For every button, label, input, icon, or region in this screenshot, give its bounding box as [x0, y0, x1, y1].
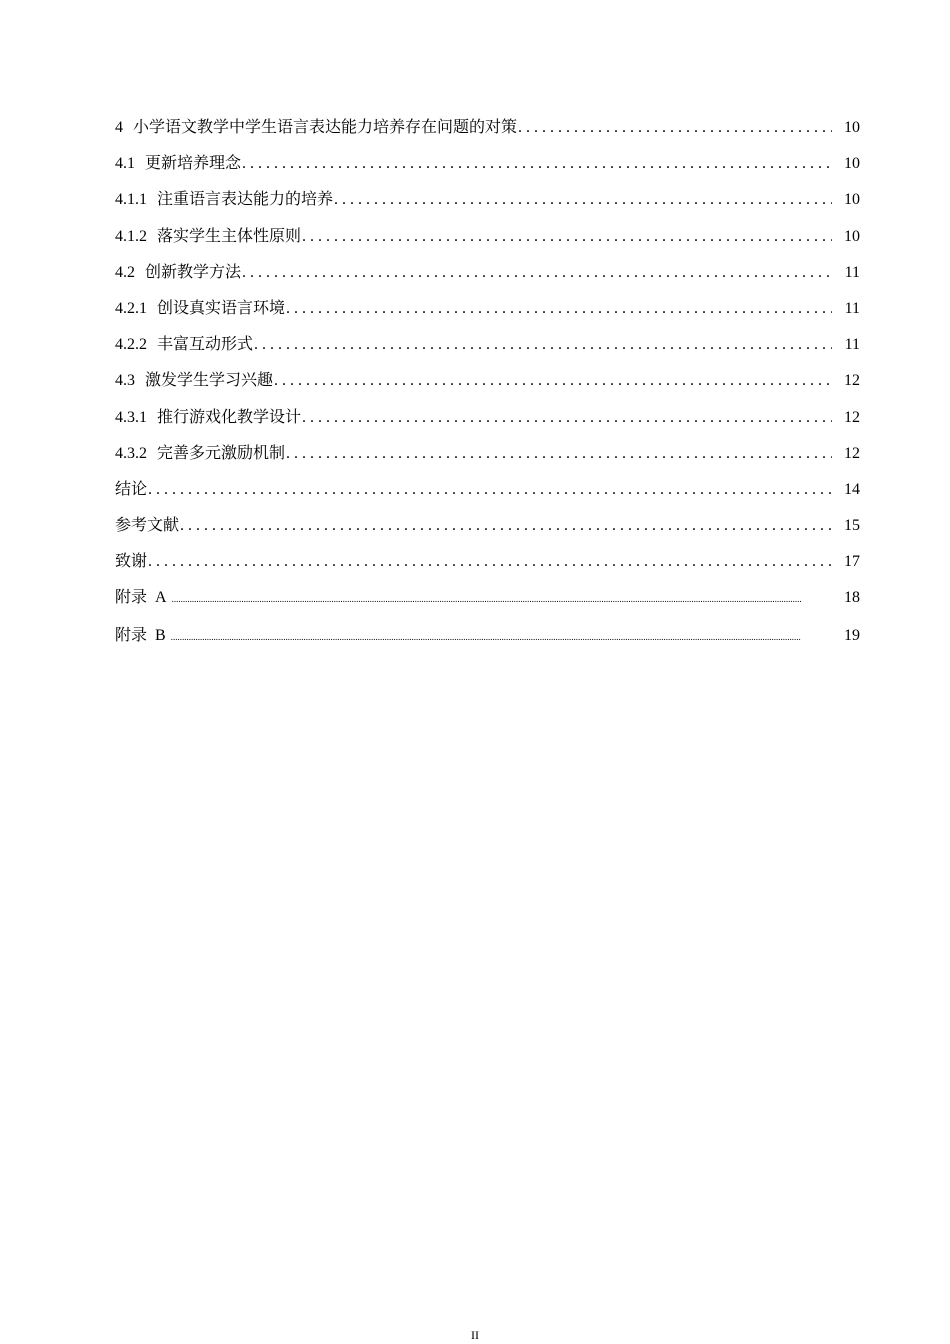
- toc-entry-title: 创新教学方法: [145, 263, 242, 281]
- toc-dot-leader: [286, 444, 832, 464]
- toc-entry[interactable]: [115, 371, 860, 407]
- toc-dot-leader: [148, 552, 832, 572]
- toc-entry-number: 4: [115, 119, 123, 136]
- toc-entry-appendix-a[interactable]: [115, 588, 860, 626]
- toc-entry[interactable]: [115, 335, 860, 371]
- toc-entry[interactable]: [115, 444, 860, 480]
- toc-entry-appendix-b[interactable]: [115, 626, 860, 664]
- toc-dot-leader: [171, 627, 834, 647]
- toc-entry-references[interactable]: [115, 516, 860, 552]
- toc-entry-number: 4.2.1: [115, 299, 147, 317]
- toc-entry-page: 18: [844, 589, 860, 607]
- toc-entry-title: 丰富互动形式: [157, 336, 254, 354]
- toc-entry-page: 11: [844, 336, 860, 354]
- toc-entry[interactable]: [115, 190, 860, 226]
- toc-dot-leader: [242, 263, 832, 283]
- toc-entry-title: 更新培养理念: [145, 155, 242, 173]
- toc-entry-title: 参考文献: [115, 517, 180, 535]
- toc-entry-title: 激发学生学习兴趣: [145, 372, 274, 390]
- toc-entry-acknowledgements[interactable]: [115, 552, 860, 588]
- toc-dot-leader: [286, 299, 832, 319]
- toc-dot-leader: [302, 227, 832, 247]
- toc-entry-number: 4.3.1: [115, 408, 147, 426]
- toc-entry-title: 小学语文教学中学生语言表达能力培养存在问题的对策: [133, 119, 518, 136]
- toc-entry[interactable]: [115, 154, 860, 190]
- toc-entry-page: 11: [844, 263, 860, 281]
- toc-entry-title: 致谢: [115, 553, 148, 571]
- toc-entry-number: 4.3: [115, 372, 135, 390]
- toc-entry-number: 4.1: [115, 155, 135, 173]
- toc-entry[interactable]: [115, 299, 860, 335]
- toc-entry-title: 附录 B: [115, 627, 166, 645]
- toc-entry-title: 推行游戏化教学设计: [157, 408, 302, 426]
- toc-entry-page: 14: [844, 480, 860, 498]
- page-footer-number: II: [471, 1328, 479, 1342]
- toc-entry-title: 完善多元激励机制: [157, 444, 286, 462]
- toc-dot-leader: [334, 190, 832, 210]
- toc-entry-page: 15: [844, 517, 860, 535]
- toc-dot-leader: [172, 589, 834, 609]
- toc-entry-page: 11: [844, 299, 860, 317]
- toc-entry[interactable]: [115, 118, 860, 154]
- toc-dot-leader: [242, 154, 832, 174]
- toc-dot-leader: [148, 480, 832, 500]
- toc-dot-leader: [518, 118, 832, 138]
- toc-entry[interactable]: [115, 263, 860, 299]
- toc-entry-page: 12: [844, 372, 860, 390]
- toc-entry[interactable]: [115, 227, 860, 263]
- toc-entry-number: 4.2.2: [115, 336, 147, 354]
- toc-entry-page: 10: [844, 191, 860, 209]
- toc-entry-page: 10: [844, 119, 860, 136]
- toc-entry-title: 结论: [115, 480, 148, 498]
- toc-dot-leader: [274, 371, 832, 391]
- toc-entry-number: 4.2: [115, 263, 135, 281]
- toc-entry-title: 附录 A: [115, 589, 167, 607]
- toc-entry-page: 19: [844, 627, 860, 645]
- toc-entry-page: 12: [844, 408, 860, 426]
- toc-entry-page: 10: [844, 227, 860, 245]
- toc-entry-number: 4.1.1: [115, 191, 147, 209]
- toc-entry-page: 17: [844, 553, 860, 571]
- toc-entry-title: 落实学生主体性原则: [157, 227, 302, 245]
- toc-dot-leader: [254, 335, 832, 355]
- toc-entry-title: 注重语言表达能力的培养: [157, 191, 334, 209]
- toc-entry-page: 10: [844, 155, 860, 173]
- toc-entry-number: 4.3.2: [115, 444, 147, 462]
- toc-entry[interactable]: [115, 408, 860, 444]
- table-of-contents: [115, 118, 860, 664]
- toc-entry-page: 12: [844, 444, 860, 462]
- toc-entry-conclusion[interactable]: [115, 480, 860, 516]
- toc-entry-number: 4.1.2: [115, 227, 147, 245]
- toc-dot-leader: [180, 516, 832, 536]
- toc-entry-title: 创设真实语言环境: [157, 299, 286, 317]
- toc-dot-leader: [302, 408, 832, 428]
